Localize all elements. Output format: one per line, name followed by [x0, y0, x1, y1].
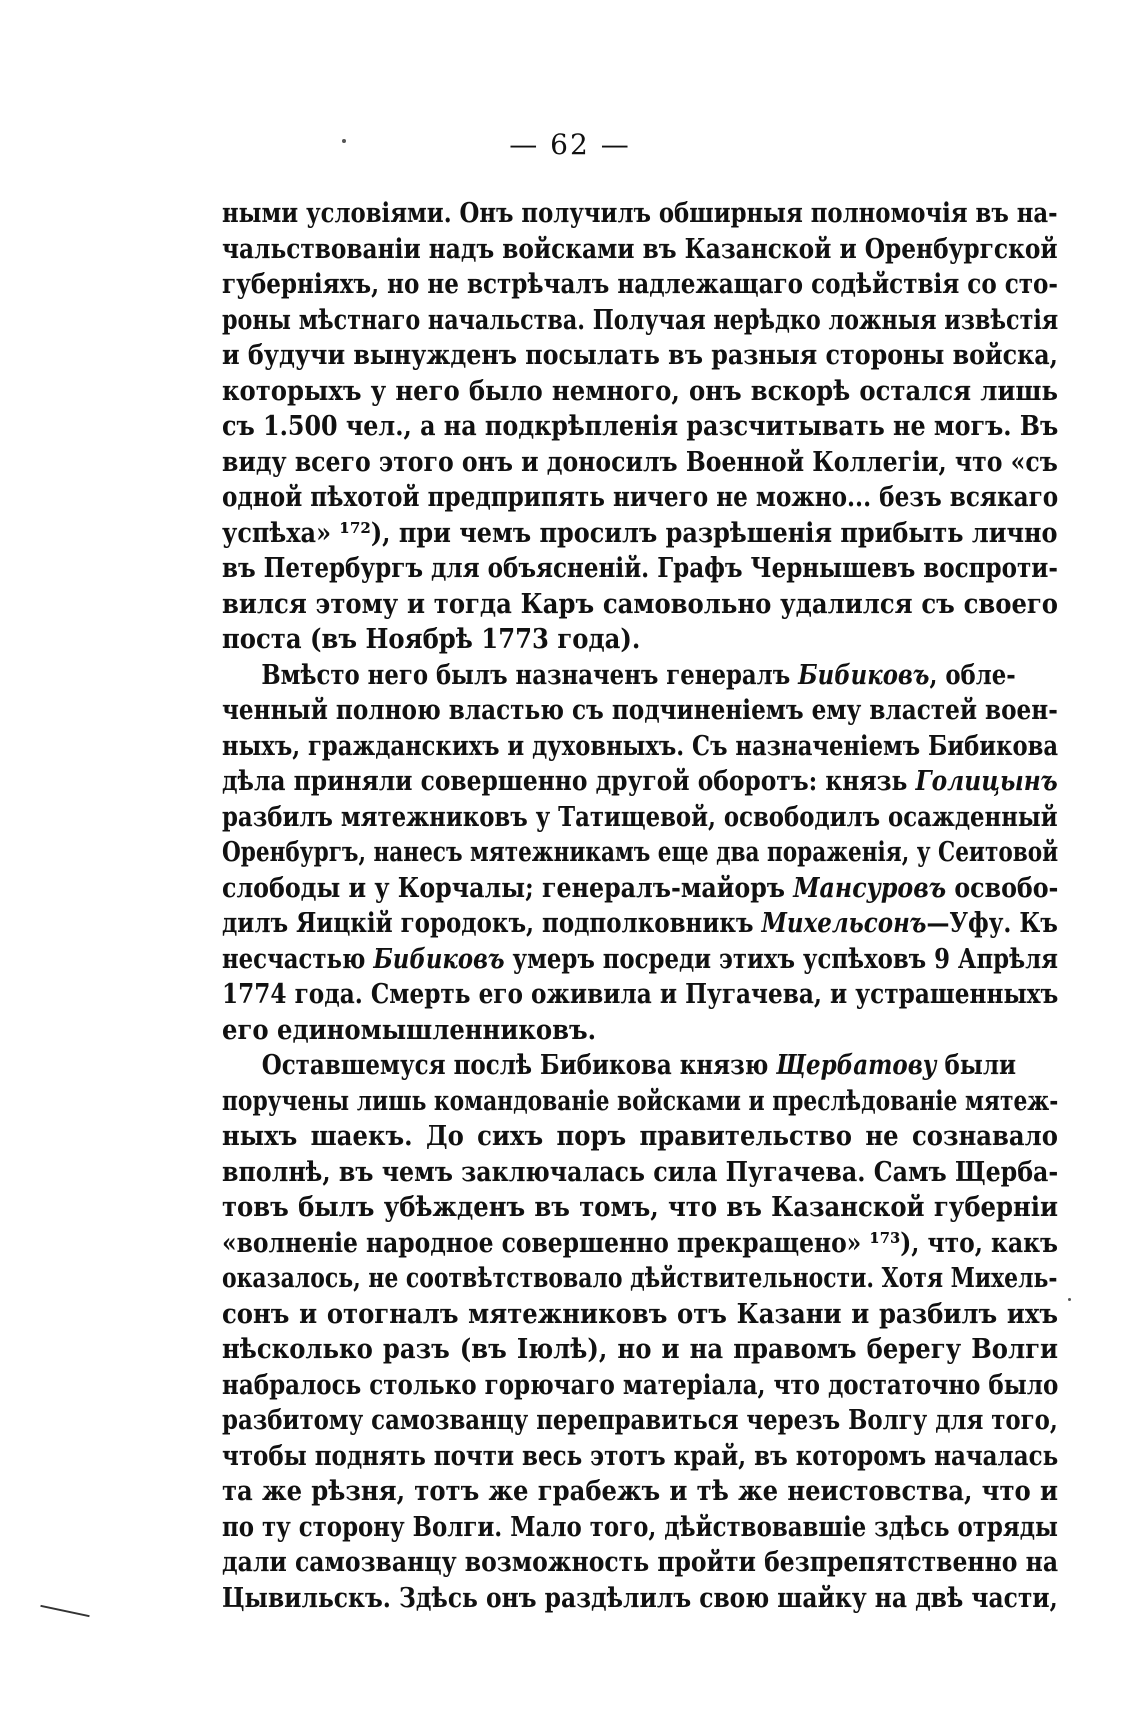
text-line: дилъ Яицкій городокъ, подполковникъ Михельсонъ—Уфу. Къ: [222, 908, 1058, 939]
ink-speck: [1068, 1298, 1071, 1301]
text-line: по ту сторону Волги. Мало того, дѣйствовавшіе здѣсь отряды: [222, 1511, 1058, 1543]
text-line: оказалось, не соотвѣтствовало дѣйствительности. Хотя Михель-: [222, 1263, 1058, 1294]
text-line: въ Петербургъ для объясненій. Графъ Чернышевъ воспроти-: [222, 553, 1058, 584]
text-line: сонъ и отогналъ мятежниковъ отъ Казани и разбилъ ихъ: [222, 1298, 1058, 1330]
text-line: Оставшемуся послѣ Бибикова князю Щербатову были: [261, 1050, 1017, 1081]
text-line: несчастью Бибиковъ умеръ посреди этихъ успѣховъ 9 Апрѣля: [222, 943, 1059, 975]
text-line: его единомышленниковъ.: [222, 1014, 597, 1046]
text-line: ныхъ шаекъ. До сихъ поръ правительство не сознавало: [222, 1121, 1058, 1152]
text-line: ченный полною властью съ подчиненіемъ ему властей воен-: [222, 695, 1058, 726]
text-line: вился этому и тогда Каръ самовольно удалился съ своего: [222, 588, 1058, 620]
text-line: успѣха» ¹⁷²), при чемъ просилъ разрѣшенія прибыть лично: [222, 517, 1058, 549]
text-line: 1774 года. Смерть его оживила и Пугачева, и устрашенныхъ: [222, 979, 1059, 1010]
text-line: та же рѣзня, тотъ же грабежъ и тѣ же неистовства, что и: [222, 1476, 1058, 1507]
text-line: дали самозванцу возможность пройти безпрепятственно на: [222, 1547, 1059, 1578]
text-line: виду всего этого онъ и доносилъ Военной Коллегіи, что «съ: [222, 446, 1058, 478]
text-line: ныхъ, гражданскихъ и духовныхъ. Съ назначеніемъ Бибикова: [222, 730, 1059, 762]
text-line: одной пѣхотой предприпять ничего не можно... безъ всякаго: [222, 482, 1059, 513]
text-line: нѣсколько разъ (въ Іюлѣ), но и на правомъ берегу Волги: [222, 1334, 1058, 1365]
text-line: роны мѣстнаго начальства. Получая нерѣдко ложныя извѣстія: [222, 304, 1059, 336]
text-line: и будучи вынужденъ посылать въ разныя стороны войска,: [222, 340, 1058, 371]
text-line: вполнѣ, въ чемъ заключалась сила Пугачева. Самъ Щерба-: [222, 1156, 1059, 1188]
text-line: Оренбургъ, нанесъ мятежникамъ еще два пораженія, у Сеитовой: [222, 837, 1059, 868]
text-line: «волненіе народное совершенно прекращено» ¹⁷³), что, какъ: [222, 1227, 1058, 1259]
text-line: которыхъ у него было немного, онъ вскорѣ остался лишь: [222, 375, 1058, 407]
text-line: чальствованіи надъ войсками въ Казанской и Оренбургской: [222, 233, 1058, 265]
text-line: поручены лишь командованіе войсками и преслѣдованіе мятеж-: [222, 1085, 1059, 1117]
text-line: Вмѣсто него былъ назначенъ генералъ Бибиковъ, обле-: [261, 659, 1016, 691]
text-line: набралось столько горючаго матеріала, что достаточно было: [222, 1369, 1059, 1401]
text-line: поста (въ Ноябрѣ 1773 года).: [222, 624, 641, 655]
text-line: дѣла приняли совершенно другой оборотъ: князь Голицынъ: [222, 766, 1058, 797]
text-line: товъ былъ убѣжденъ въ томъ, что въ Казанской губерніи: [222, 1192, 1058, 1223]
page-number: — 62 —: [509, 128, 631, 161]
text-line: губерніяхъ, но не встрѣчалъ надлежащаго содѣйствія со сто-: [222, 269, 1059, 300]
text-line: чтобы поднять почти весь этотъ край, въ которомъ началась: [222, 1440, 1059, 1472]
text-line: Цывильскъ. Здѣсь онъ раздѣлилъ свою шайку на двѣ части,: [222, 1582, 1058, 1614]
body-text: [222, 196, 1058, 1616]
text-line: съ 1.500 чел., а на подкрѣпленія разсчитывать не могъ. Въ: [222, 411, 1059, 442]
text-line: разбитому самозванцу переправиться черезъ Волгу для того,: [222, 1405, 1058, 1436]
text-line: ными условіями. Онъ получилъ обширныя полномочія въ на-: [222, 198, 1058, 229]
text-line: слободы и у Корчалы; генералъ-майоръ Мансуровъ освобо-: [222, 872, 1059, 904]
ink-speck: [342, 139, 346, 143]
text-line: разбилъ мятежниковъ у Татищевой, освободилъ осажденный: [222, 801, 1058, 833]
margin-mark: [40, 1605, 89, 1617]
